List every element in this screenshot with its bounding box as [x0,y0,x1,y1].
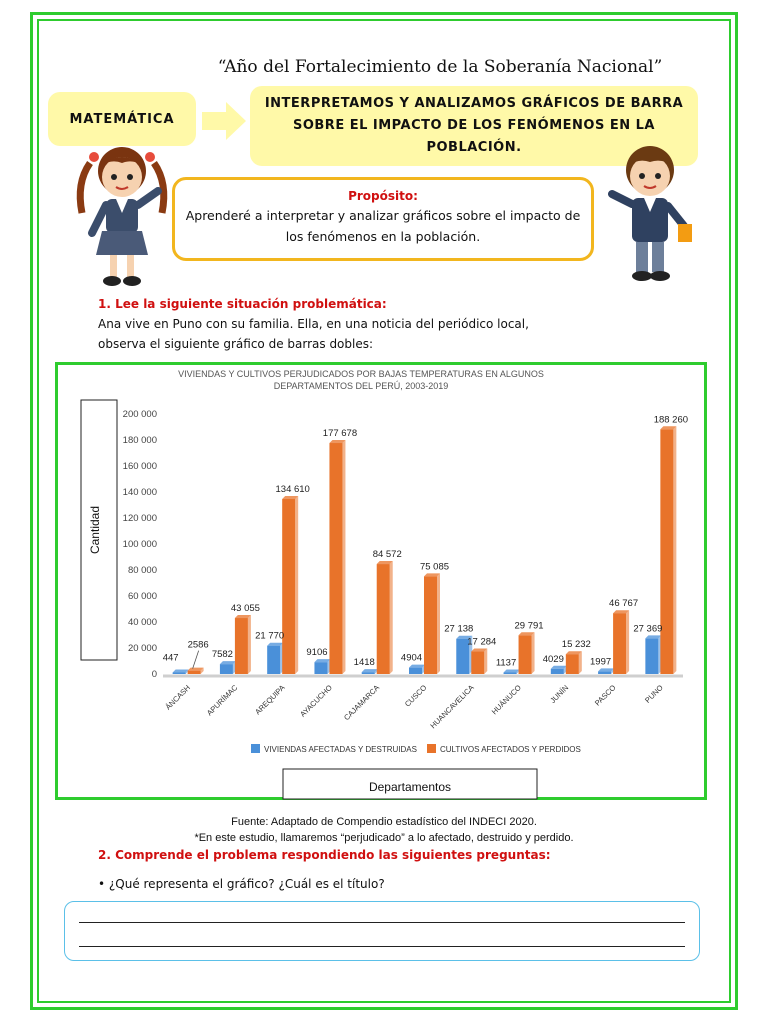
bar-cultivos [660,429,673,674]
data-label-viviendas: 447 [162,652,179,664]
data-label-cultivos: 17 284 [467,636,497,648]
bar-cultivos [566,654,579,674]
x-tick-label: AREQUIPA [253,683,287,717]
x-tick-label: AYACUCHO [298,683,334,719]
y-tick-label: 160 000 [122,461,157,472]
answer-line[interactable] [79,946,685,947]
bar-cultivos [377,564,390,674]
section2-question: • ¿Qué representa el gráfico? ¿Cuál es el título? [98,877,385,891]
data-label-cultivos: 177 678 [322,428,358,440]
x-tick-label: CUSCO [402,683,429,709]
data-label-cultivos: 43 055 [230,603,260,615]
bar-cultivos-side [579,651,582,674]
year-title: “Año del Fortalecimiento de la Soberanía Nacional” [217,57,663,77]
purpose-title: Propósito: [348,189,418,203]
y-tick-label: 40 000 [127,617,157,628]
purpose-box [172,177,594,261]
data-label-cultivos: 2586 [187,639,209,651]
bar-cultivos-side [484,649,487,674]
bar-cultivos [424,576,437,674]
legend-swatch-viviendas [251,744,260,753]
purpose-text: Aprenderé a interpretar y analizar gráficos sobre el impacto de los fenómenos en la población. [185,208,581,244]
bar-viviendas [409,668,422,674]
bar-cultivos [235,618,248,674]
y-tick-label: 100 000 [122,539,157,550]
data-label-cultivos: 29 791 [514,620,544,632]
arrow-right-icon [202,102,246,140]
legend-swatch-cultivos [427,744,436,753]
x-tick-label: PASCO [592,683,618,708]
x-tick-label: JUNÍN [548,683,571,706]
data-label-viviendas: 1997 [590,656,612,668]
bar-cultivos-side [437,573,440,674]
source-note [0,814,768,846]
x-tick-label: ÁNCASH [163,683,193,712]
bar-viviendas [645,638,658,674]
subject-label: MATEMÁTICA [48,92,196,146]
data-label-viviendas: 9106 [306,647,328,659]
data-label-viviendas: 4029 [542,653,564,665]
bar-viviendas [220,664,233,674]
y-tick-label: 80 000 [127,565,157,576]
answer-box[interactable] [64,901,700,961]
bar-cultivos-side [295,496,298,674]
data-label-cultivos: 75 085 [419,561,450,573]
bar-cultivos-side [248,615,251,674]
bar-cultivos [471,652,484,674]
data-label-viviendas: 4904 [400,652,423,664]
bar-cultivos-side [390,561,393,674]
label-leader-line [193,651,199,669]
section2-heading: 2. Comprende el problema respondiendo las siguientes preguntas: [98,848,551,862]
answer-line[interactable] [79,922,685,923]
bar-viviendas [267,646,280,674]
y-tick-label: 140 000 [122,487,157,498]
y-tick-label: 60 000 [127,591,157,602]
bar-cultivos [519,635,532,674]
topic-title: INTERPRETAMOS Y ANALIZAMOS GRÁFICOS DE BARRA SOBRE EL IMPACTO DE LOS FENÓMENOS EN LA POBLACIÓN. [250,86,698,166]
boy-student-illustration [600,140,700,290]
bar-viviendas [551,669,564,674]
x-tick-label: APURÍMAC [204,683,240,718]
bar-cultivos [613,613,626,674]
data-label-cultivos: 15 232 [561,639,591,651]
x-tick-label: CAJAMARCA [342,683,382,723]
y-axis-label: Cantidad [88,505,102,555]
data-label-viviendas: 1418 [353,657,375,669]
y-tick-label: 20 000 [127,643,157,654]
x-tick-label: HUÁNUCO [489,683,523,717]
data-label-cultivos: 188 260 [653,414,689,426]
data-label-cultivos: 134 610 [275,484,310,496]
x-axis-label: Departamentos [368,780,452,794]
girl-student-illustration [72,143,172,293]
data-label-viviendas: 1137 [495,657,517,669]
bar-viviendas [504,673,517,675]
y-tick-label: 120 000 [122,513,157,524]
section1-text: Ana vive en Puno con su familia. Ella, en una noticia del periódico local, observa el siguiente gráfico de barras dobles: [98,317,529,351]
data-label-viviendas: 21 770 [255,630,285,642]
data-label-viviendas: 27 138 [444,623,474,635]
legend-label-viviendas: VIVIENDAS AFECTADAS Y DESTRUIDAS [264,745,417,754]
y-tick-label: 180 000 [122,435,157,446]
bar-viviendas [598,671,611,674]
data-label-viviendas: 7582 [211,649,233,661]
data-label-viviendas: 27 369 [633,623,663,635]
section1-heading: 1. Lee la siguiente situación problemática: [98,297,387,311]
bar-cultivos-side [626,610,629,674]
chart-title: DEPARTAMENTOS DEL PERÚ, 2003-2019 [273,381,449,391]
bar-cultivos [188,671,201,674]
bar-cultivos-side [532,632,535,674]
data-label-cultivos: 46 767 [609,598,639,610]
bar-viviendas [173,673,186,675]
bar-cultivos-side [342,440,345,674]
source-line-2: *En este estudio, llamaremos “perjudicado” a lo afectado, destruido y perdido. [194,832,574,844]
bar-cultivos [282,499,295,674]
x-tick-label: HUANCAVELICA [428,683,476,731]
bar-chart [55,362,707,800]
bar-viviendas [362,672,375,674]
legend-label-cultivos: CULTIVOS AFECTADOS Y PERDIDOS [440,745,581,754]
chart-title: VIVIENDAS Y CULTIVOS PERJUDICADOS POR BAJAS TEMPERATURAS EN ALGUNOS [178,369,544,379]
data-label-cultivos: 84 572 [372,549,402,561]
y-tick-label: 200 000 [122,409,157,420]
y-tick-label: 0 [151,669,157,680]
bar-viviendas [314,662,327,674]
bar-cultivos [329,443,342,674]
bar-cultivos-side [673,426,676,674]
source-line-1: Fuente: Adaptado de Compendio estadístico del INDECI 2020. [231,816,537,828]
x-tick-label: PUNO [643,683,665,705]
